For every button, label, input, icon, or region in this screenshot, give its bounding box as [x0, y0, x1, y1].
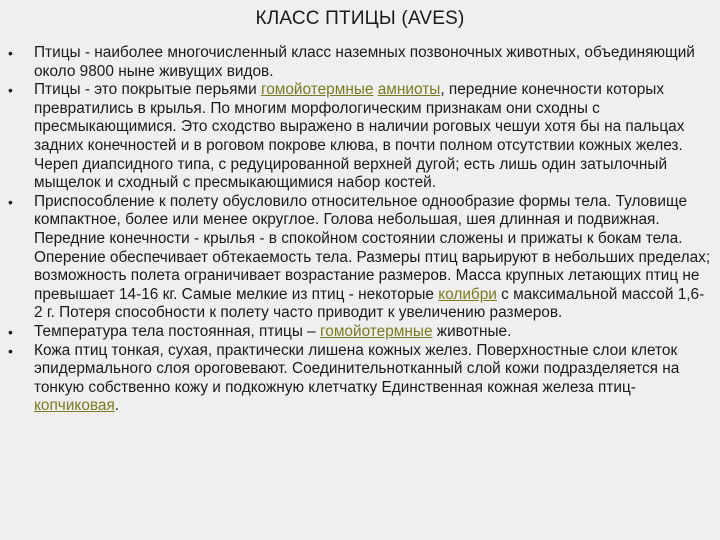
bullet-item-1: [0, 44, 720, 81]
slide-title: КЛАСС ПТИЦЫ (AVES): [255, 8, 465, 29]
bullet-text: Кожа птиц тонкая, сухая, практически лишена кожных желез. Поверхностные слои клеток эпидермального слоя ороговевают. Соединительнотканный слой кожи подразделяется на тонкую собственно кожу и подкожную клетчатку Единственная кожная железа птиц-: [34, 341, 680, 396]
link-hummingbird[interactable]: колибри: [438, 285, 497, 303]
bullet-item-2: [0, 81, 720, 193]
link-homeothermic[interactable]: гомойотермные: [260, 81, 374, 99]
link-amniotes[interactable]: амниоты: [377, 81, 441, 99]
bullet-text: Приспособление к полету обусловило относительное однообразие формы тела. Туловище компактное, более или менее округлое. Голова небольшая, шея длинная и подвижная. Передние конечности - крылья - в спокойном состоянии сложены и прижаты к бокам тела. Оперение обеспечивает обтекаемость тела. Размеры птиц варьируют в небольших пределах; возможность полета ограничивает возрастание размеров. Масса крупных летающих птиц не превышает 14-16 кг. Самые мелкие из птиц - некоторые: [34, 192, 711, 303]
bullet-item-4: [0, 323, 720, 342]
bullet-item-5: [0, 342, 720, 416]
bullet-marker: •: [8, 193, 13, 210]
bullet-text: Птицы - наиболее многочисленный класс наземных позвоночных животных, объединяющий около 9800 ныне живущих видов.: [34, 44, 695, 80]
bullet-marker: •: [8, 45, 13, 61]
bullet-text: Температура тела постоянная, птицы –: [34, 322, 321, 340]
link-homeothermic[interactable]: гомойотермные: [320, 322, 433, 340]
bullet-text: Птицы - это покрытые перьями: [34, 81, 261, 99]
bullet-text: , передние конечности которых превратились в крылья. По многим морфологическим признакам они сходны с пресмыкающимися. Это сходство выражено в наличии роговых чешуи хотя бы на пальцах задних конечностей и в роговом покрове клюва, в почти полном отсутствии кожных желез. Череп диапсидного типа, с редуцированной верхней дугой; есть лишь один затылочный мыщелок и сходный с пресмыкающимися набор костей.: [34, 81, 685, 192]
bullet-text: животные.: [432, 322, 512, 340]
bullet-item-3: [0, 193, 720, 323]
bullet-marker: •: [8, 342, 13, 359]
bullet-marker: •: [8, 82, 13, 99]
link-uropygial-gland[interactable]: копчиковая: [34, 397, 115, 415]
bullet-text: .: [114, 397, 120, 415]
bullet-list: [0, 44, 720, 416]
bullet-text: с максимальной массой 1,6-2 г. Потеря способности к полету часто приводит к увеличению размеров.: [34, 285, 705, 322]
bullet-marker: •: [8, 323, 13, 340]
